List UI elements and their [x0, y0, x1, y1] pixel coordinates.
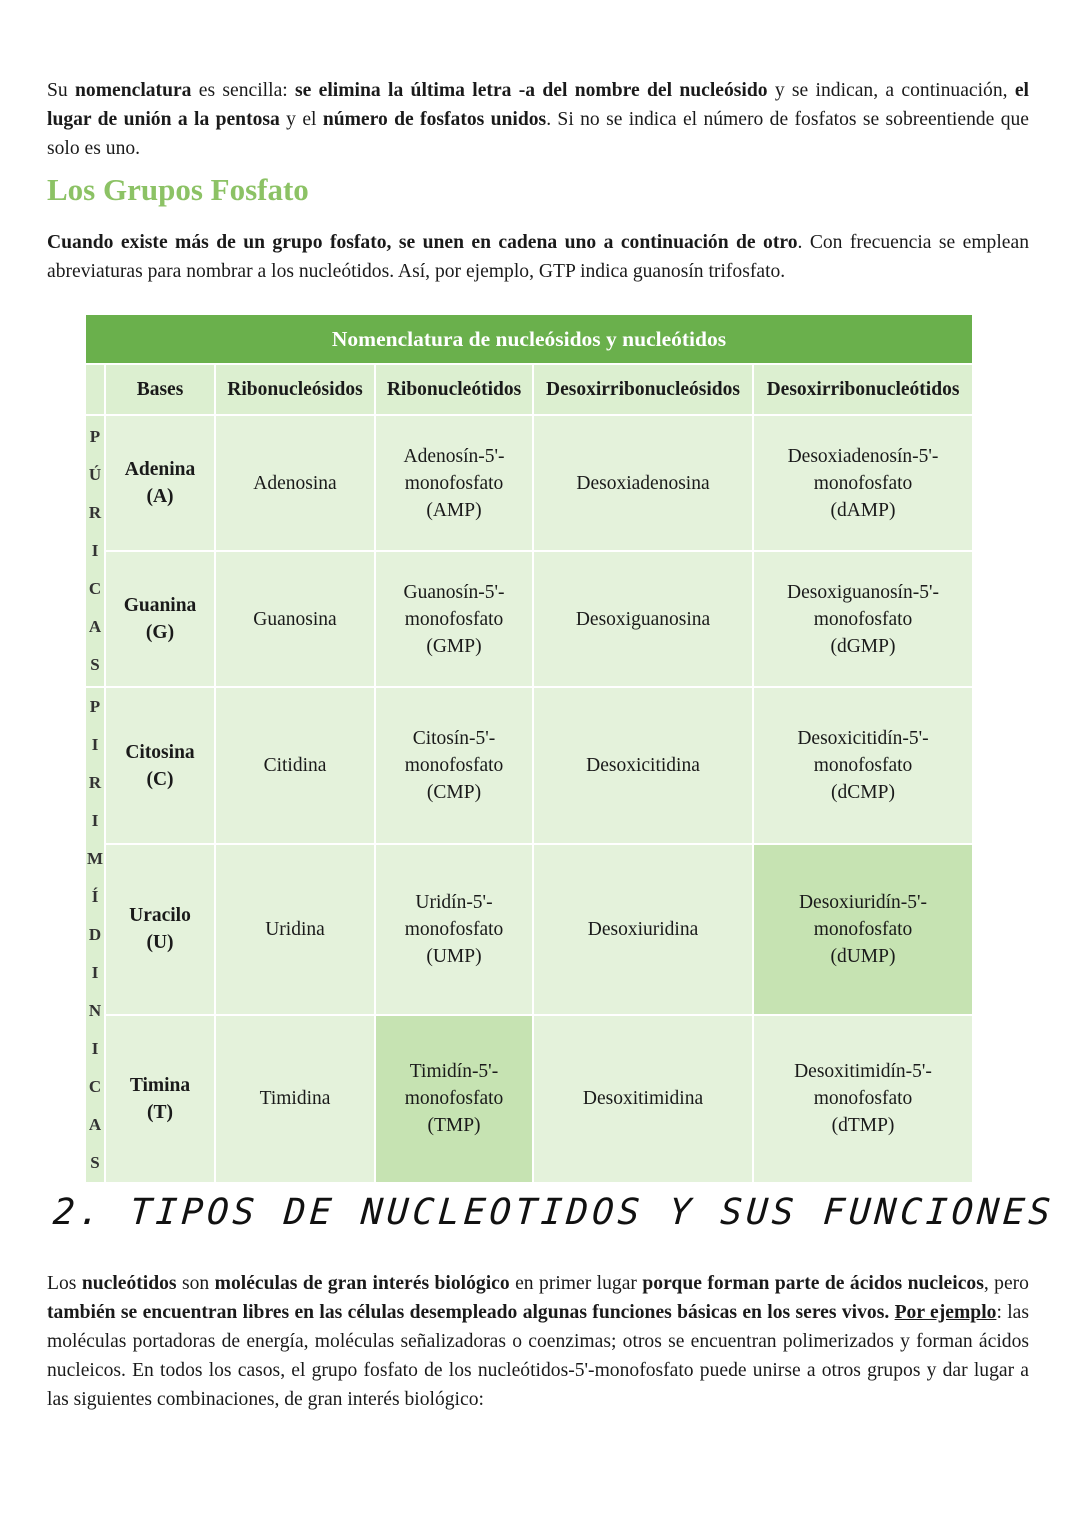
ribonucleotido-line: (AMP): [426, 499, 482, 521]
ribonucleotido-line: Uridín-5'-: [415, 891, 493, 913]
desoxirribonucleotido-line: Desoxiguanosín-5'-: [787, 581, 939, 603]
desoxirribonucleosido-cell: [533, 1015, 753, 1183]
group-letter: C: [88, 1077, 102, 1096]
text-segment: Cuando existe más de un grupo fosfato, se unen en cadena uno a continuación de otro: [47, 232, 798, 253]
col-header-ribonucleosidos: Ribonucleósidos: [215, 364, 375, 415]
ribonucleosido-line: Uridina: [265, 918, 325, 940]
desoxirribonucleotido-line: monofosfato: [813, 472, 913, 494]
intro-paragraph: [47, 76, 1029, 163]
ribonucleotido-cell: [375, 844, 533, 1014]
fosfato-paragraph: [47, 228, 1029, 286]
group-letter: Ú: [88, 465, 102, 484]
ribonucleotido-cell: [375, 551, 533, 687]
text-segment: , pero: [983, 1273, 1029, 1294]
ribonucleotido-line: (CMP): [426, 782, 482, 804]
ribonucleotido-line: monofosfato: [404, 918, 504, 940]
base-cell: [105, 1015, 215, 1183]
ribonucleotido-line: (UMP): [426, 945, 482, 967]
desoxirribonucleotido-line: monofosfato: [813, 1088, 913, 1110]
base-cell: [105, 415, 215, 551]
ribonucleotido-line: Guanosín-5'-: [403, 581, 505, 603]
text-segment: son: [176, 1273, 215, 1294]
text-segment: Por ejemplo: [894, 1302, 997, 1323]
nomenclature-table: [84, 313, 974, 1184]
group-letter: C: [88, 579, 102, 598]
desoxirribonucleotido-line: monofosfato: [813, 755, 913, 777]
table-row: [85, 551, 973, 687]
desoxirribonucleotido-line: (dTMP): [831, 1115, 895, 1137]
group-letter: S: [90, 1153, 100, 1172]
text-segment: . Con frecuencia se emplean abreviaturas para nombrar a los nucleótidos. Así, por ejemplo, GTP indica guanosín trifosfato.: [47, 232, 1029, 282]
ribonucleosido-cell: [215, 551, 375, 687]
ribonucleosido-cell: [215, 687, 375, 844]
section2-paragraph: [47, 1269, 1029, 1414]
desoxirribonucleosido-cell: [533, 551, 753, 687]
base-line: (U): [146, 932, 174, 954]
base-line: (A): [146, 486, 174, 507]
desoxirribonucleosido-cell: [533, 415, 753, 551]
ribonucleotido-cell: [375, 687, 533, 844]
base-line: (C): [146, 768, 174, 790]
text-segment: el lugar de unión a la pentosa: [47, 80, 1029, 130]
group-letter: I: [91, 811, 99, 830]
base-line: (G): [145, 622, 175, 643]
col-header-desoxirribonucleotidos: Desoxirribonucleótidos: [753, 364, 973, 415]
ribonucleosido-line: Guanosina: [253, 608, 337, 630]
text-segment: se elimina la última letra -a del nombre del nucleósido: [295, 80, 768, 101]
group-letter: R: [88, 503, 102, 522]
desoxirribonucleotido-line: (dAMP): [830, 499, 896, 521]
table-row: [85, 415, 973, 551]
desoxirribonucleosido-line: Desoxiadenosina: [576, 472, 710, 494]
desoxirribonucleotido-cell: [753, 687, 973, 844]
ribonucleotido-line: Adenosín-5'-: [403, 445, 505, 467]
group-letter: D: [88, 925, 102, 944]
table-row: [85, 1015, 973, 1183]
base-line: (T): [147, 1101, 173, 1123]
text-segment: moléculas de gran interés biológico: [214, 1273, 510, 1294]
ribonucleotido-cell: [375, 415, 533, 551]
col-header-desoxirribonucleosidos: Desoxirribonucleósidos: [533, 364, 753, 415]
base-line: Timina: [129, 1074, 191, 1096]
base-line: Adenina: [124, 459, 196, 480]
ribonucleosido-line: Citidina: [263, 755, 327, 777]
base-cell: [105, 844, 215, 1014]
base-line: Citosina: [125, 741, 195, 763]
desoxirribonucleotido-line: Desoxicitidín-5'-: [797, 728, 929, 750]
desoxirribonucleosido-line: Desoxicitidina: [586, 755, 700, 777]
col-header-ribonucleotidos: Ribonucleótidos: [375, 364, 533, 415]
base-line: Uracilo: [129, 905, 191, 927]
group-letter: N: [88, 1001, 102, 1020]
group-label-pirimidinicas: [85, 687, 105, 1183]
desoxirribonucleotido-line: (dCMP): [831, 782, 895, 804]
base-cell: [105, 551, 215, 687]
text-segment: nomenclatura: [75, 80, 192, 101]
table-corner: [85, 364, 105, 415]
desoxirribonucleotido-cell: [753, 415, 973, 551]
text-segment: nucleótidos: [81, 1273, 177, 1294]
text-segment: Su: [47, 80, 76, 101]
ribonucleotido-line: monofosfato: [404, 608, 504, 630]
section-heading-tipos: 2. TIPOS DE NUCLEOTIDOS Y SUS FUNCIONES: [51, 1192, 1056, 1233]
group-label-puricas: [85, 415, 105, 687]
desoxirribonucleotido-line: Desoxiuridín-5'-: [798, 891, 928, 913]
ribonucleosido-cell: [215, 415, 375, 551]
desoxirribonucleotido-line: monofosfato: [813, 608, 913, 630]
table-row: [85, 844, 973, 1014]
desoxirribonucleotido-cell: [753, 844, 973, 1014]
group-letter: P: [89, 427, 101, 446]
ribonucleotido-line: monofosfato: [404, 1088, 504, 1110]
ribonucleotido-line: monofosfato: [404, 472, 504, 494]
text-segment: porque forman parte de ácidos nucleicos: [642, 1273, 984, 1294]
table-title: Nomenclatura de nucleósidos y nucleótidos: [85, 314, 973, 364]
ribonucleotido-line: monofosfato: [404, 755, 504, 777]
desoxirribonucleotido-cell: [753, 551, 973, 687]
group-letter: I: [91, 1039, 99, 1058]
group-letter: M: [86, 849, 104, 868]
ribonucleosido-line: Timidina: [259, 1088, 331, 1110]
desoxirribonucleosido-line: Desoxiguanosina: [575, 608, 711, 630]
text-segment: Los: [47, 1273, 82, 1294]
section-heading-fosfato: Los Grupos Fosfato: [47, 172, 309, 207]
group-letter: S: [90, 655, 100, 674]
group-letter: R: [88, 773, 102, 792]
ribonucleotido-cell: [375, 1015, 533, 1183]
desoxirribonucleotido-line: Desoxiadenosín-5'-: [787, 445, 939, 467]
text-segment: número de fosfatos unidos: [322, 109, 547, 130]
ribonucleosido-cell: [215, 844, 375, 1014]
desoxirribonucleotido-cell: [753, 1015, 973, 1183]
text-segment: . Si no se indica el número de fosfatos se sobreentiende que solo es uno.: [47, 109, 1029, 159]
group-letter: P: [89, 697, 101, 716]
ribonucleotido-line: (GMP): [426, 635, 482, 657]
group-letter: I: [91, 963, 99, 982]
ribonucleotido-line: Timidín-5'-: [409, 1061, 499, 1083]
text-segment: en primer lugar: [509, 1273, 643, 1294]
desoxirribonucleosido-line: Desoxitimidina: [582, 1088, 704, 1110]
ribonucleotido-line: Citosín-5'-: [412, 728, 496, 750]
desoxirribonucleotido-line: Desoxitimidín-5'-: [794, 1061, 932, 1083]
desoxirribonucleotido-line: monofosfato: [813, 918, 913, 940]
group-letter: Í: [91, 887, 99, 906]
group-letter: I: [91, 735, 99, 754]
text-segment: también se encuentran libres en las células desempleado algunas funciones básicas en los seres vivos.: [47, 1302, 890, 1323]
text-segment: y se indican, a continuación,: [767, 80, 1015, 101]
ribonucleotido-line: (TMP): [427, 1115, 481, 1137]
table-row: [85, 687, 973, 844]
desoxirribonucleosido-cell: [533, 844, 753, 1014]
group-letter: A: [88, 1115, 102, 1134]
desoxirribonucleotido-line: (dGMP): [830, 635, 896, 657]
group-letter: A: [88, 617, 102, 636]
desoxirribonucleosido-cell: [533, 687, 753, 844]
base-cell: [105, 687, 215, 844]
col-header-bases: Bases: [105, 364, 215, 415]
text-segment: es sencilla:: [191, 80, 296, 101]
base-line: Guanina: [123, 595, 197, 616]
group-letter: I: [91, 541, 99, 560]
ribonucleosido-cell: [215, 1015, 375, 1183]
text-segment: : las moléculas portadoras de energía, moléculas señalizadoras o coenzimas; otros se encuentran polimerizados y forman ácidos nucleicos. En todos los casos, el grupo fosfato de los nucleótidos-5'-monofosfato puede unirse a otros grupos y dar lugar a las siguientes combinaciones, de gran interés biológico:: [47, 1302, 1029, 1410]
text-segment: y el: [279, 109, 323, 130]
desoxirribonucleotido-line: (dUMP): [830, 945, 896, 967]
ribonucleosido-line: Adenosina: [253, 472, 337, 494]
desoxirribonucleosido-line: Desoxiuridina: [587, 918, 699, 940]
